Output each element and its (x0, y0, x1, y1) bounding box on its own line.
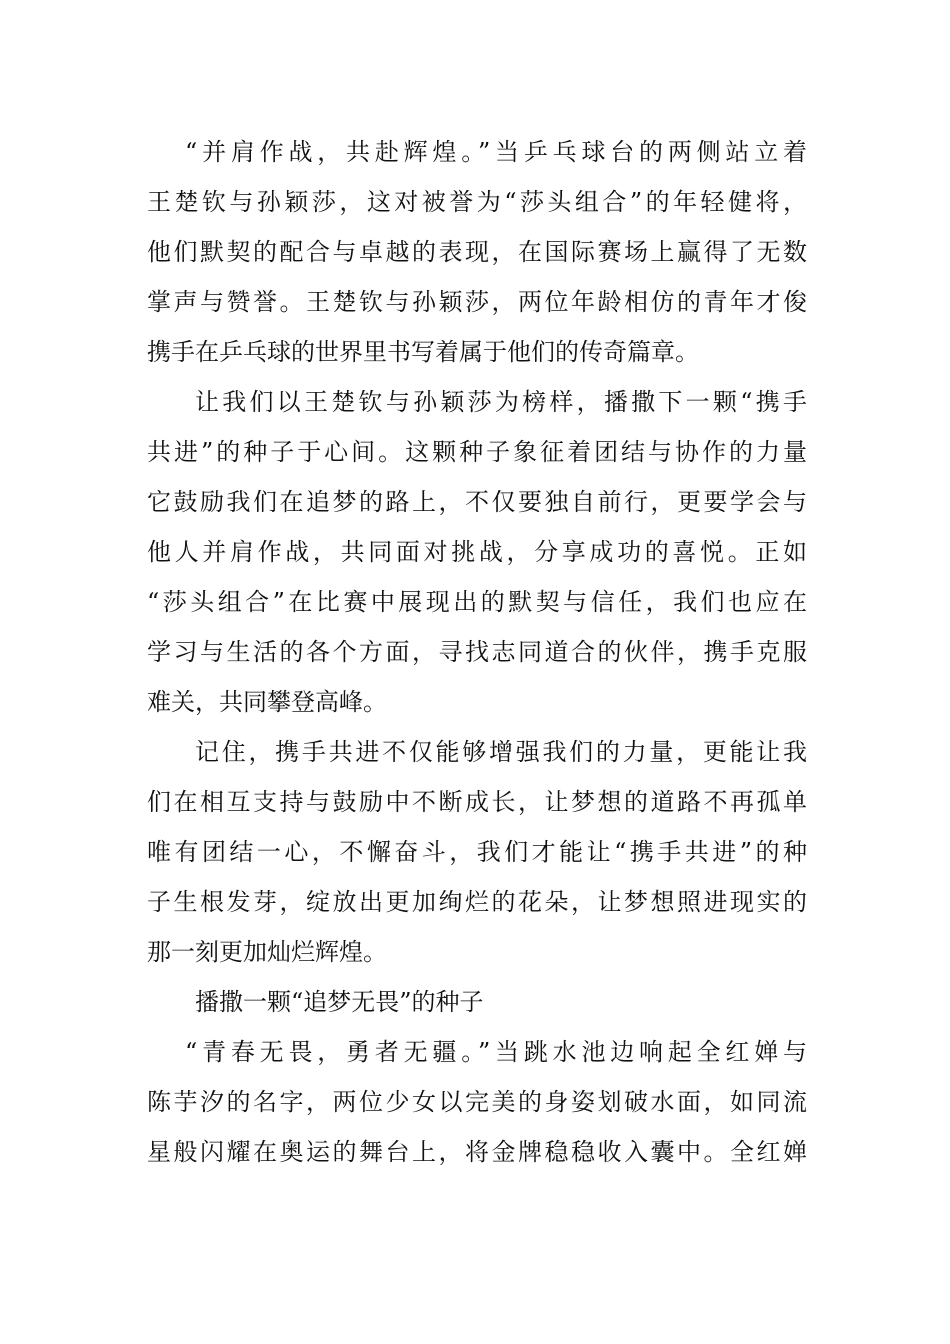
text-line: 他们默契的配合与卓越的表现，在国际赛场上赢得了无数 (147, 238, 807, 266)
text-line: 它鼓励我们在追梦的路上，不仅要独自前行，更要学会与 (147, 488, 807, 516)
text-line: 学习与生活的各个方面，寻找志同道合的伙伴，携手克服 (147, 638, 807, 666)
text-line: 难关，共同攀登高峰。 (147, 688, 387, 716)
text-line: 王楚钦与孙颖莎，这对被誉为“莎头组合”的年轻健将， (147, 188, 807, 216)
heading-line: 播撒一颗“追梦无畏”的种子 (195, 988, 484, 1016)
text-line: 子生根发芽，绽放出更加绚烂的花朵，让梦想照进现实的 (147, 888, 807, 916)
text-line: 让我们以王楚钦与孙颖莎为榜样，播撒下一颗“携手 (195, 388, 807, 416)
text-line: 掌声与赞誉。王楚钦与孙颖莎，两位年龄相仿的青年才俊 (147, 288, 807, 316)
text-line: 唯有团结一心，不懈奋斗，我们才能让“携手共进”的种 (147, 838, 807, 866)
text-line: 那一刻更加灿烂辉煌。 (147, 938, 387, 966)
text-line: 陈芋汐的名字，两位少女以完美的身姿划破水面，如同流 (147, 1088, 807, 1116)
text-line: “莎头组合”在比赛中展现出的默契与信任，我们也应在 (147, 588, 807, 616)
text-line: 星般闪耀在奥运的舞台上，将金牌稳稳收入囊中。全红婵 (147, 1138, 807, 1166)
text-line: 他人并肩作战，共同面对挑战，分享成功的喜悦。正如 (147, 538, 807, 566)
text-line: 们在相互支持与鼓励中不断成长，让梦想的道路不再孤单 (147, 788, 807, 816)
text-line: “并肩作战，共赴辉煌。”当乒乓球台的两侧站立着 (185, 138, 807, 166)
text-line: 携手在乒乓球的世界里书写着属于他们的传奇篇章。 (147, 338, 699, 366)
text-line: 记住，携手共进不仅能够增强我们的力量，更能让我 (195, 738, 807, 766)
text-line: 共进”的种子于心间。这颗种子象征着团结与协作的力量 (147, 438, 807, 466)
text-line: “青春无畏，勇者无疆。”当跳水池边响起全红婵与 (185, 1038, 807, 1066)
